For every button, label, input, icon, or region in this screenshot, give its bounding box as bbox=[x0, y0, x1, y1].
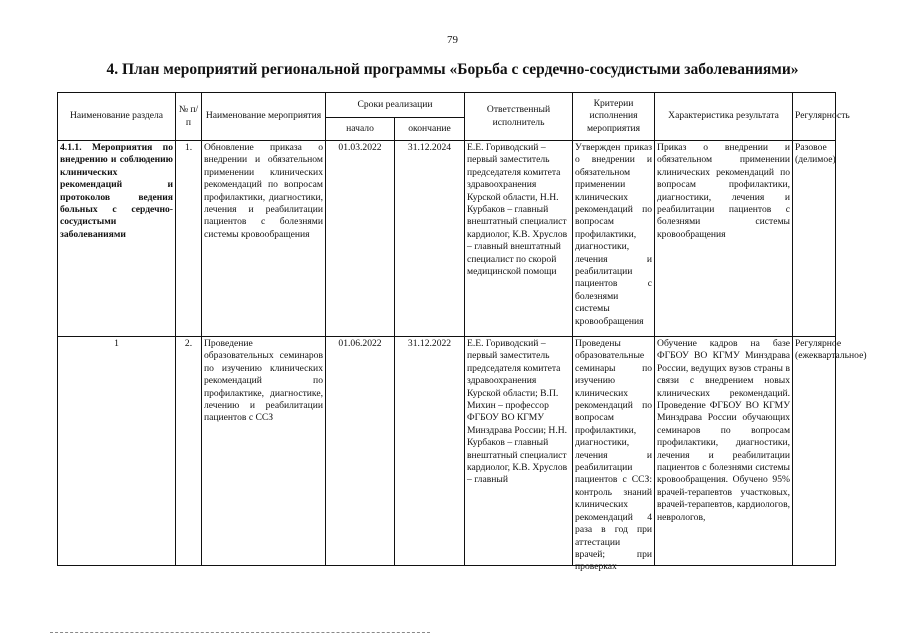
plan-table bbox=[57, 92, 867, 573]
cell-end: 31.12.2024 bbox=[395, 141, 465, 337]
header-end: окончание bbox=[395, 118, 465, 141]
header-terms: Сроки реализации bbox=[326, 93, 465, 118]
cell-regularity: Разовое (делимое) bbox=[793, 141, 836, 337]
cell-responsible: Е.Е. Гориводский – первый заместитель председателя комитета здравоохранения Курской области, Н.Н. Курбаков – главный внештатный специалист кардиолог, К.В. Хруслов – главный внештатный специалист по скорой медицинской помощи bbox=[465, 141, 573, 337]
cell-event: Проведение образовательных семинаров по изучению клинических рекомендаций по профилактике, диагностике, лечению и реабилитации пациентов с ССЗ bbox=[202, 337, 326, 566]
cell-num: 2. bbox=[176, 337, 202, 566]
cell-responsible: Е.Е. Гориводский – первый заместитель председателя комитета здравоохранения Курской области; В.П. Михин – профессор ФГБОУ ВО КГМУ Минздрава России; Н.Н. Курбаков – главный внештатный специалист кардиолог, К.В. Хруслов – главный bbox=[465, 337, 573, 566]
cell-result: Приказ о внедрении и обязательном применении клинических рекомендаций по вопросам профилактики, диагностики, лечения и реабилитации пациентов с болезнями системы кровообращения bbox=[655, 141, 793, 337]
footer-divider bbox=[50, 632, 430, 636]
cell-section: 4.1.1. Мероприятия по внедрению и соблюдению клинических рекомендаций и протоколов ведения больных с сердечно-сосудистыми заболеваниями bbox=[58, 141, 176, 337]
header-section: Наименование раздела bbox=[58, 93, 176, 141]
header-responsible: Ответственный исполнитель bbox=[465, 93, 573, 141]
header-regularity: Регулярность bbox=[793, 93, 836, 141]
cell-result: Обучение кадров на базе ФГБОУ ВО КГМУ Минздрава России, ведущих вузов страны в связи с внедрением новых клинических рекомендаций. Проведение ФГБОУ ВО КГМУ Минздрава России обучающих семинаров по вопросам профилактики, диагностики, лечения и реабилитации пациентов с болезнями системы кровообращения. Обучено 95% врачей-терапевтов участковых, врачей-терапевтов, кардиологов, неврологов, bbox=[655, 337, 793, 566]
table-row bbox=[58, 141, 836, 337]
cell-section: 1 bbox=[58, 337, 176, 566]
cell-num: 1. bbox=[176, 141, 202, 337]
header-result: Характеристика результата bbox=[655, 93, 793, 141]
table-header bbox=[58, 93, 850, 141]
header-num: № п/п bbox=[176, 93, 202, 141]
page-number: 79 bbox=[447, 34, 458, 46]
cell-criteria: Проведены образовательные семинары по изучению клинических рекомендаций по вопросам профилактики, диагностики, лечения и реабилитации пациентов с ССЗ: контроль знаний клинических рекомендаций 4 раза в год при аттестации врачей; при проверках bbox=[573, 337, 655, 566]
document-title: 4. План мероприятий региональной программы «Борьба с сердечно-сосудистыми заболеваниями» bbox=[106, 61, 799, 78]
cell-regularity: Регулярное (ежеквартальное) bbox=[793, 337, 836, 566]
table-row bbox=[58, 337, 836, 566]
cell-start: 01.06.2022 bbox=[326, 337, 395, 566]
cell-start: 01.03.2022 bbox=[326, 141, 395, 337]
header-start: начало bbox=[326, 118, 395, 141]
cell-event: Обновление приказа о внедрении и обязательном применении клинических рекомендаций по вопросам профилактики, диагностики, лечения и реабилитации пациентов с болезнями системы кровообращения bbox=[202, 141, 326, 337]
cell-end: 31.12.2022 bbox=[395, 337, 465, 566]
cell-criteria: Утвержден приказ о внедрении и обязательном применении клинических рекомендаций по вопросам профилактики, диагностики, лечения и реабилитации пациентов с болезнями системы кровообращения bbox=[573, 141, 655, 337]
header-criteria: Критерии исполнения мероприятия bbox=[573, 93, 655, 141]
header-event: Наименование мероприятия bbox=[202, 93, 326, 141]
